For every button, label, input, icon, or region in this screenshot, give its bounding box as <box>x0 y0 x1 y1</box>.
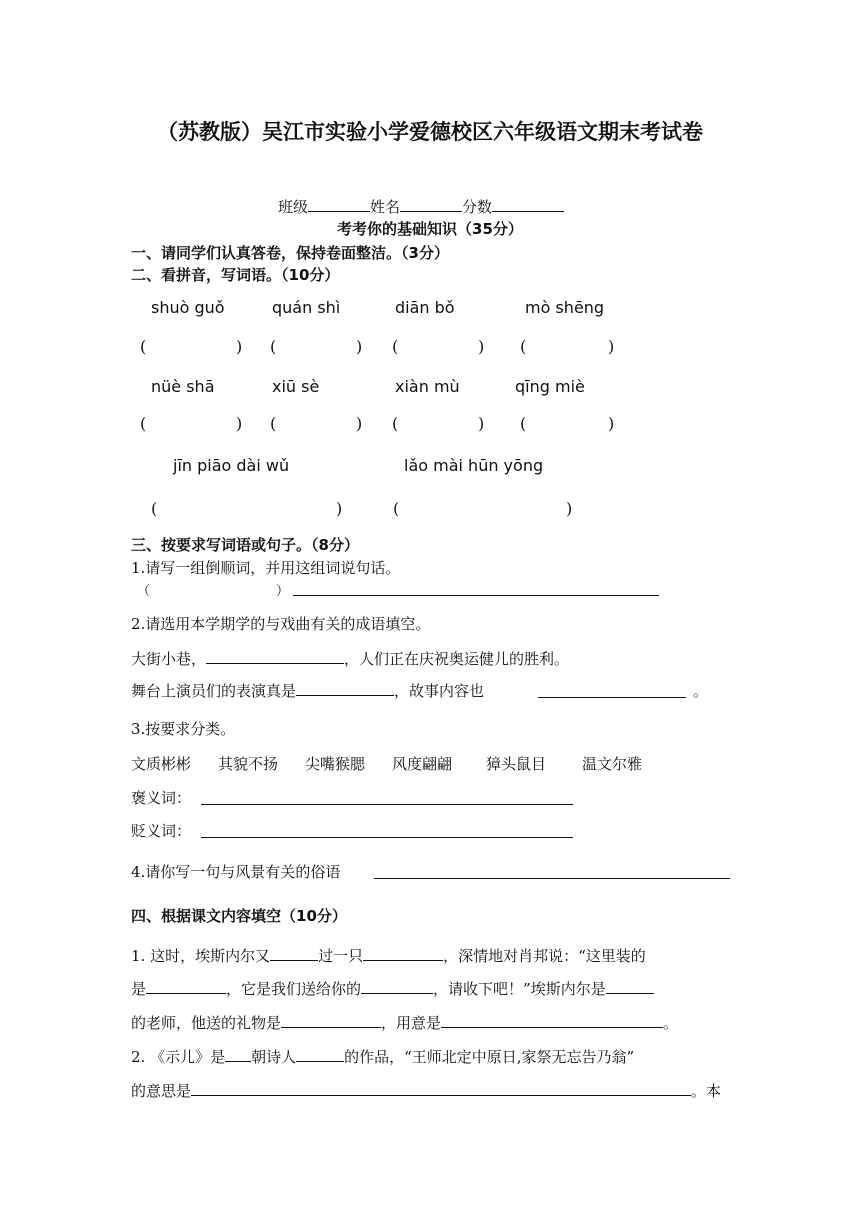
idiom-word: 獐头鼠目 <box>486 755 547 773</box>
score-label: 分数 <box>462 198 493 216</box>
sentence-text: ，用意是 <box>381 1014 442 1032</box>
answer-paren-close: ) <box>478 337 485 356</box>
sentence-text: 舞台上演员们的表演真是 <box>131 682 297 700</box>
fill-blank[interactable] <box>206 648 344 664</box>
answer-paren-close: ) <box>608 414 615 433</box>
section-4-heading: 四、根据课文内容填空（10分） <box>131 907 347 925</box>
pinyin-item: xiū sè <box>272 377 320 396</box>
pinyin-item: xiàn mù <box>395 377 460 396</box>
answer-paren-close: ) <box>336 499 343 518</box>
answer-paren-close: ) <box>478 414 485 433</box>
sentence-text: ，请收下吧！”埃斯内尔是 <box>433 980 606 998</box>
fill-blank[interactable] <box>191 1080 691 1096</box>
answer-paren-open: ( <box>270 337 277 356</box>
fill-blank[interactable] <box>281 1012 381 1028</box>
sentence-text: 。 <box>663 1014 679 1032</box>
pinyin-item: diān bǒ <box>395 298 455 317</box>
answer-paren-close: ） <box>276 584 290 599</box>
q4-line-1 <box>131 945 646 966</box>
fill-blank[interactable] <box>296 1046 344 1062</box>
pinyin-item: shuò guǒ <box>151 298 225 317</box>
idiom-word: 风度翩翩 <box>392 755 453 773</box>
derog-answer-line[interactable] <box>201 837 573 838</box>
section-2-heading: 二、看拼音，写词语。（10分） <box>131 266 340 284</box>
sentence-text: 大街小巷， <box>131 650 207 668</box>
sentence-text: 是 <box>131 980 147 998</box>
idiom-word: 尖嘴猴腮 <box>305 755 366 773</box>
sentence-text: ，人们正在庆祝奥运健儿的胜利。 <box>344 650 570 668</box>
sentence-text: 朝诗人 <box>251 1048 297 1066</box>
score-blank[interactable] <box>492 196 564 212</box>
question-3-4: 4.请你写一句与风景有关的俗语 <box>131 863 341 881</box>
answer-paren-close: ) <box>566 499 573 518</box>
answer-paren-open: ( <box>392 414 399 433</box>
q4-line-2 <box>131 978 654 999</box>
answer-paren-close: ) <box>356 414 363 433</box>
question-3-3: 3.按要求分类。 <box>131 720 236 738</box>
pinyin-item: qīng miè <box>515 377 585 396</box>
section-1-heading: 一、请同学们认真答卷，保持卷面整洁。（3分） <box>131 244 449 262</box>
answer-paren-close: ) <box>236 337 243 356</box>
question-3-2: 2.请选用本学期学的与戏曲有关的成语填空。 <box>131 615 431 633</box>
sentence-text: ，它是我们送给你的 <box>226 980 362 998</box>
answer-paren-open: ( <box>393 499 400 518</box>
answer-line[interactable] <box>293 595 659 596</box>
fill-blank[interactable] <box>296 680 394 696</box>
pinyin-item: quán shì <box>272 298 341 317</box>
sentence-text: 。本 <box>691 1082 722 1100</box>
answer-paren-close: ) <box>236 414 243 433</box>
sentence-end: 。 <box>693 682 709 700</box>
idiom-word: 文质彬彬 <box>131 755 192 773</box>
sentence-text: 的作品，“王师北定中原日,家祭无忘告乃翁” <box>344 1048 635 1066</box>
name-blank[interactable] <box>400 196 462 212</box>
fill-sentence-1 <box>131 648 569 669</box>
q4-line-3 <box>131 1012 678 1033</box>
class-blank[interactable] <box>308 196 370 212</box>
answer-paren-close: ) <box>608 337 615 356</box>
praise-label: 褒义词： <box>131 789 192 807</box>
sentence-text: ，故事内容也 <box>394 682 485 700</box>
fill-blank[interactable] <box>538 697 686 698</box>
derog-label: 贬义词： <box>131 822 192 840</box>
pinyin-item: mò shēng <box>525 298 605 317</box>
saying-answer-line[interactable] <box>374 878 730 879</box>
answer-paren-open: ( <box>140 337 147 356</box>
fill-blank[interactable] <box>361 978 433 994</box>
fill-blank[interactable] <box>146 978 226 994</box>
answer-paren-open: ( <box>520 414 527 433</box>
section-3-heading: 三、按要求写词语或句子。（8分） <box>131 536 359 554</box>
idiom-word: 温文尔雅 <box>582 755 643 773</box>
question-3-1: 1.请写一组倒顺词，并用这组词说句话。 <box>131 559 401 577</box>
fill-blank[interactable] <box>270 945 318 961</box>
answer-paren-open: ( <box>392 337 399 356</box>
answer-paren-open: ( <box>140 414 147 433</box>
q4-line-5 <box>131 1080 721 1101</box>
pinyin-item: lǎo mài hūn yōng <box>404 456 544 475</box>
fill-blank[interactable] <box>606 978 654 994</box>
fill-blank[interactable] <box>225 1046 251 1062</box>
answer-paren-open: ( <box>520 337 527 356</box>
part-subtitle: 考考你的基础知识（35分） <box>337 220 523 238</box>
sentence-text: 1. 这时，埃斯内尔又 <box>131 947 271 965</box>
sentence-text: ，深情地对肖邦说：“这里装的 <box>443 947 646 965</box>
class-label: 班级 <box>278 198 309 216</box>
q4-line-4 <box>131 1046 634 1067</box>
sentence-text: 的意思是 <box>131 1082 192 1100</box>
fill-blank[interactable] <box>363 945 443 961</box>
answer-paren-open: ( <box>270 414 277 433</box>
fill-blank[interactable] <box>441 1012 663 1028</box>
sentence-text: 的老师，他送的礼物是 <box>131 1014 282 1032</box>
fill-sentence-2 <box>131 680 484 701</box>
answer-paren-open: （ <box>137 584 151 599</box>
sentence-text: 过一只 <box>318 947 364 965</box>
pinyin-item: nüè shā <box>151 377 215 396</box>
answer-paren-open: ( <box>151 499 158 518</box>
praise-answer-line[interactable] <box>201 804 573 805</box>
student-info-line <box>278 196 564 217</box>
sentence-text: 2. 《示儿》是 <box>131 1048 226 1066</box>
answer-paren-close: ) <box>356 337 363 356</box>
pinyin-item: jīn piāo dài wǔ <box>173 456 290 475</box>
idiom-word: 其貌不扬 <box>218 755 279 773</box>
exam-title: （苏教版）吴江市实验小学爱德校区六年级语文期末考试卷 <box>157 120 703 144</box>
name-label: 姓名 <box>370 198 401 216</box>
